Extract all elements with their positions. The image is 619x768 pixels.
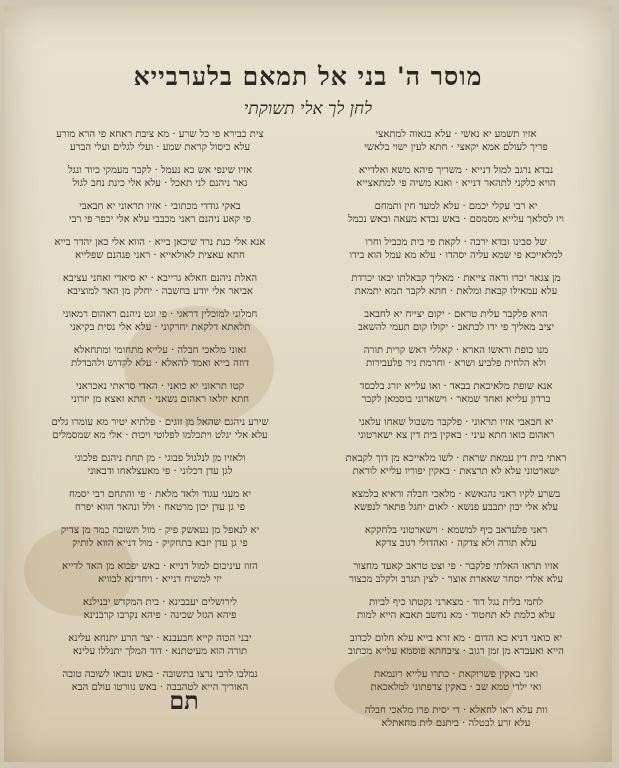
poem-line: מנו כופת וראשו הארא · קאללי דאש קרית תורה [363, 345, 549, 356]
poem-line: לחמי בלית נגל דוד · מצארני נקטתו כיף לביות [368, 597, 544, 608]
poem-line: מן צגאר יכרו וראה צייאת · מאליך קבאלתו יבאו יכרדת [351, 273, 561, 284]
poem-stanza [18, 596, 302, 622]
poem-stanza [314, 560, 598, 586]
poem-line: חמלוני למוכלין דראגי · פי וגט ניהנם ראהום רמאוני [62, 309, 258, 320]
poem-line: זאוני מלאכי חבלה · עלייא מתחומי ומתחאלא [73, 345, 247, 356]
poem-line: תורה הוא מעיטתנא · דוד המלך יתנללו עלינא [72, 646, 248, 657]
poem-line: יא לנאפל מן נעאשק פיק · מול תשובה כמר מן צדיק [60, 525, 260, 536]
poem-line: ראני פלעדאב כיף למשמא · וישארטוני בלחקקא [364, 525, 548, 536]
poem-line: עלא כלמת לא תחטוד · מא נחשב תאבא הייא למות [357, 610, 555, 621]
poem-line: יא רבי עקלי יכמם · עלא למעד חין ותמחם [374, 201, 538, 212]
poem-stanza [18, 164, 302, 190]
poem-line: אנא שופת מלאיכאת בבאד · ואו עלייא יזרג בלכסד [359, 381, 553, 392]
poem-stanza [18, 416, 302, 442]
poem-column-right [314, 128, 598, 740]
poem-stanza [314, 128, 598, 154]
poem-line: ישארטוני עלא לא תרצאת · באקין יפוריו עלייא לוראת [352, 466, 560, 477]
poem-stanza [314, 344, 598, 370]
poem-stanza [314, 236, 598, 262]
poem-line: למלאייכא פי שמא עליה יסהדו · עלא מא עמל הוא בידו [349, 250, 563, 261]
poem-line: יציב מאליך פי ידו לכתאב · יקולו קום תעמי להשאב [357, 322, 555, 333]
poem-line: באקי גודדי מכתובי · אזיו תראוני יא חבאבי [79, 201, 241, 212]
poem-line: דוזה בייא ואמד להאלא · עלא לקדוש ולהבדלת [70, 358, 250, 369]
poem-line: וות עלא ראו לחאלא · די יסית פרו מלאכי חבלה [364, 705, 548, 716]
poem-line: ואי ילדי טמא שב · באקין צדפתוני למלאכאת [370, 682, 542, 693]
poem-line: אנא אלי כנת נרד שיכאן בייא · הווא אלי כאן יהדר בייא [54, 237, 266, 248]
poem-stanza [314, 308, 598, 334]
poem-column-left [18, 128, 302, 704]
poem-line: אזיו שינפי אש כא נעמל · לקבר מעמקי כיוד ונגל [68, 165, 252, 176]
document-title: מוסר ה' בני אל תמאם בלערבייא [133, 62, 483, 91]
poem-stanza [314, 488, 598, 514]
poem-stanza [18, 632, 302, 658]
poem-line: האלת ניהנם חאלא גרייבא · יא סיאדי ואחני עציבא [62, 273, 258, 284]
poem-line: נבדא נרגב למול דנייא · משריך פיהא משא ואלדייא [358, 165, 554, 176]
poem-line: הייא ואעבדא מן זמן דגוב · ציבחתא פוסמא עלייא מכתוב [348, 646, 564, 657]
poem-line: יא כואני דניא כא הדום · מא זרא בייא עלא חלום לכדוב [349, 633, 563, 644]
poem-line: אזיו תראו האלתי פלקבר · פי וצט טראב קאעד מחצור [353, 561, 559, 572]
poem-line: עלא אלדי יסחר שאארת אוצר · לצין תגרב ולקלב מכצור [348, 574, 563, 585]
poem-line: תלאתא דלקאת יחרקוני · עלא אלי נסית בקיאני [69, 322, 251, 333]
poem-stanza [314, 704, 598, 730]
poem-line: קטו תראוני יא כואני · האדי סראתי נאכראני [75, 381, 245, 392]
poem-line: יבני הכוה קייא חבעבנא · יצר הרע יתנחא עלינא [68, 633, 252, 644]
poem-line: עלא זרע לבטלה · ביתנם לית מחאתלא [381, 718, 531, 729]
poem-stanza [314, 596, 598, 622]
poem-stanza [18, 488, 302, 514]
poem-line: עלא תורה ולא צדקה · ואהדולי דגוב צדקא [375, 538, 537, 549]
poem-line: הויא כלקני לתהאר דנייא · ואנא משיה פי למתאצייא [356, 178, 556, 189]
poem-stanza [314, 272, 598, 298]
poem-stanza [18, 236, 302, 262]
poem-stanza [314, 164, 598, 190]
poem-line: פי קאע ניהנם ראני מכבבי עלא אלי יכפר פי רבי [69, 214, 251, 225]
poem-stanza [18, 308, 302, 334]
document-page [4, 6, 612, 762]
poem-line: פיהא הגזל שכינה · פיהא נקרבו קרבנינא [83, 610, 237, 621]
poem-line: בשרע לקיו ראני נהגאשא · מלאכי חבלה וראיא בלמצא [351, 489, 561, 500]
poem-line: פי גן עדן יכון מרטאח · ולל ונהאר הווא יפרח [75, 502, 245, 513]
poem-stanza [18, 380, 302, 406]
poem-line: יא חבאבי אזיו תראוני · פלקבר משבול שאחו עלאני [358, 417, 554, 428]
poem-line: אזיו תשמע יא נאשי · עלא בגאוה למתאצי [375, 129, 537, 140]
poem-line: ולא הלחית פלביע ושרא · וחרמת ניר פלעבירות [365, 358, 547, 369]
poem-line: ויו לסלאך עלייא מסמסם · באש נבדא מעאה ובאש נכמל [348, 214, 564, 225]
poem-line: חתא עאצית לאולאייא · ראני פגהנם שפלייא [75, 250, 245, 261]
poem-stanza [314, 524, 598, 550]
poem-line: עלא אלי יבון יתבבע פנשא · לאום יחגל פתאר לנפשא [353, 502, 559, 513]
poem-stanza [18, 200, 302, 226]
poem-line: שירע ניהגם שהאל מן זוגים · פלתיא יטיר מא עומרו גלים [51, 417, 269, 428]
poem-line: לגן עדן דכלוני · פי מאעצלאחו ודבאוני [87, 466, 233, 477]
poem-line: האוריך הייא לטהבבה · באש נוורטו עולם הבא [71, 682, 249, 693]
poem-line: ואני באקין פשרוקאת · כתרו עלייא רונמאת [373, 669, 539, 680]
poem-stanza [314, 416, 598, 442]
poem-line: ברדון עלייא ואחד שמאר · וישארוני בוסמאן לקבר [361, 394, 551, 405]
poem-line: לירושלים יעבבינא · בית המקדש יבנילנא [83, 597, 237, 608]
poem-stanza [18, 452, 302, 478]
document-subtitle: לחן לך אלי תשוקתי [243, 99, 373, 119]
poem-line: עלא כיסול קראת שמע · ועלי לגלים ועלי הברע [69, 142, 251, 153]
poem-stanza [18, 560, 302, 586]
poem-stanza [314, 380, 598, 406]
poem-stanza [18, 272, 302, 298]
poem-stanza [314, 452, 598, 478]
end-mark: תם [169, 686, 199, 715]
poem-stanza [314, 200, 598, 226]
poem-line: ראתי בית דין עמאת שראת · לשו מלאייכא מן דוך לקבאת [345, 453, 567, 464]
poem-line: של סבינו ובדא ירבה · לקאת פי בית מכביל וחרו [365, 237, 547, 248]
poem-line: נמלבו לרבי נרצו בתשובה · באש נובאו לשובה טובה [62, 669, 258, 680]
poem-line: הזוז עיניכום למול דנייא · באש יפכוא מן האד לדייא [62, 561, 258, 572]
poem-line: פי גן עדן יזבא בתחקיק · מול דנייא הווא לותיק [72, 538, 248, 549]
poem-line: פריך לעולם אמא יקאצי · חתא לעין ישוי בלאשי [364, 142, 548, 153]
poem-line: ראהום כואו חתא עיני · באקין בית דין צא ישארטוני [357, 430, 555, 441]
poem-line: עלא עמאילו קבאת ומלאת · חתא לקבר תמא יתמאת [354, 286, 558, 297]
poem-line: צית כבירא פי כל שרע · מא ציבת ראחא פי הרא מורע [56, 129, 264, 140]
poem-line: ולאזיו מן לנלגול פבוגי · מן תחת ניהנם פלכוגי [74, 453, 246, 464]
poem-line: עלא אלי יגלט ויתכלמו לפלוטי ויכות · אלי מא שמסמלים [52, 430, 268, 441]
poem-stanza [18, 344, 302, 370]
poem-line: חתא יזלאו ראהום נשאני · חתא זאצא מן יזרוני [70, 394, 250, 405]
poem-stanza [18, 128, 302, 154]
poem-stanza [314, 632, 598, 658]
poem-line: יזי למשיח דנייא · ויחדינא לבוויא [98, 574, 222, 585]
poem-line: הויא פלקבר עלית טראם · יקום יצייח יא לחבאב [364, 309, 548, 320]
poem-stanza [314, 668, 598, 694]
poem-line: אביאר אלי יודע בחשבה · יחלק מן האר למוציבא [67, 286, 253, 297]
poem-stanza [18, 524, 302, 550]
poem-line: יא מעני עגוד ולאד מלאת · פי והתחם רבי יסמח [69, 489, 251, 500]
poem-line: נאר ניהנם לני תאכל · עלא אלי כינת נחב לגול [72, 178, 248, 189]
